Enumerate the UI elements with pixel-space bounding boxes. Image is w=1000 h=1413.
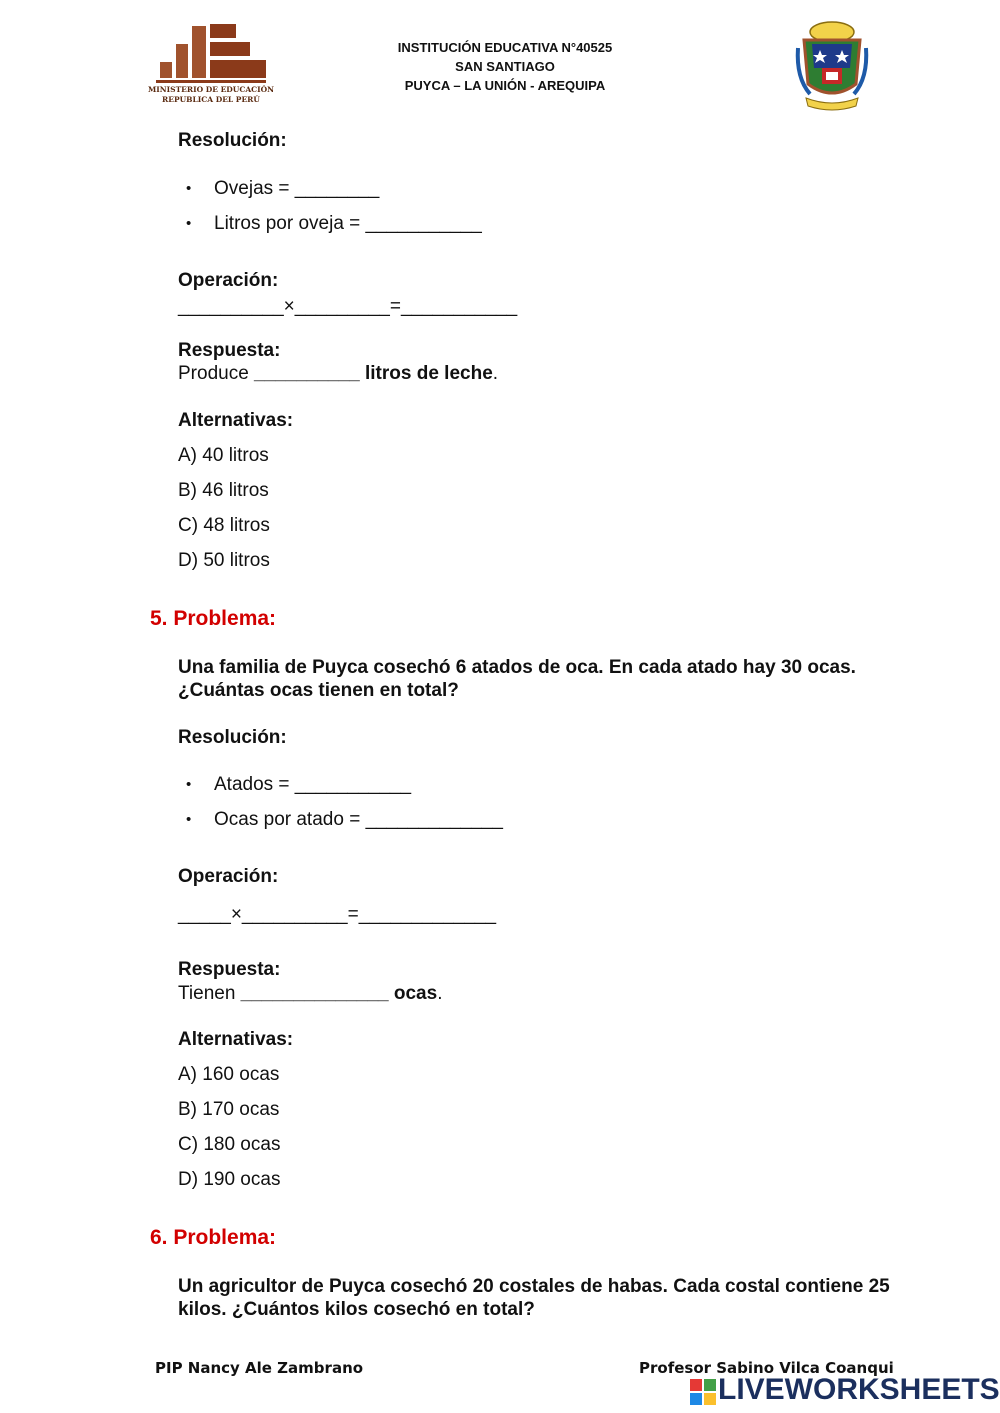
p4-option-d[interactable]: D) 50 litros (178, 550, 270, 571)
p5-answer-period: . (437, 983, 443, 1004)
p5-resolucion-label: Resolución: (178, 727, 287, 748)
p5-answer-unit: ocas (388, 983, 438, 1004)
p4-operacion-label: Operación: (178, 270, 279, 291)
p4-respuesta-label: Respuesta: (178, 340, 281, 361)
p5-answer-blank[interactable]: ______________ (240, 983, 389, 1004)
minedu-line2: REPUBLICA DEL PERÚ (162, 95, 260, 104)
p4-litros-field[interactable]: • Litros por oveja = ___________ (214, 212, 482, 235)
p5-operation-blanks[interactable]: _____×__________=_____________ (178, 904, 497, 925)
p5-title: 5. Problema: (150, 607, 277, 630)
p5-option-b[interactable]: B) 170 ocas (178, 1099, 280, 1120)
liveworksheets-watermark (690, 1373, 1000, 1407)
p5-ocas-field[interactable]: • Ocas por atado = _____________ (214, 808, 503, 831)
p4-option-c[interactable]: C) 48 litros (178, 515, 270, 536)
minedu-line1: MINISTERIO DE EDUCACIÓN (147, 85, 275, 94)
footer-right-author: Profesor Sabino Vilca Coanqui (639, 1359, 894, 1377)
p5-operacion-label: Operación: (178, 866, 279, 887)
school-name: INSTITUCIÓN EDUCATIVA N°40525 (397, 40, 613, 55)
p4-answer-unit: litros de leche (359, 363, 493, 384)
p4-answer-sentence (178, 362, 498, 385)
p5-question-line1: Una familia de Puyca cosechó 6 atados de oca. En cada atado hay 30 ocas. (178, 657, 856, 678)
p4-answer-period: . (492, 363, 499, 384)
p4-answer-prefix: Produce (178, 363, 255, 384)
p6-title: 6. Problema: (150, 1226, 277, 1249)
minedu-logo (147, 22, 275, 108)
p4-answer-blank[interactable]: __________ (254, 363, 360, 384)
p4-option-a[interactable]: A) 40 litros (178, 445, 269, 466)
p5-alternativas-label: Alternativas: (178, 1029, 294, 1050)
footer-left-author: PIP Nancy Ale Zambrano (155, 1359, 364, 1377)
p5-option-c[interactable]: C) 180 ocas (178, 1134, 281, 1155)
p5-answer-sentence (178, 982, 442, 1005)
liveworksheets-brand: LIVEWORKSHEETS (718, 1373, 1000, 1406)
p4-resolucion-label: Resolución: (178, 130, 287, 151)
p5-respuesta-label: Respuesta: (178, 959, 281, 980)
liveworksheets-logo-icon (690, 1379, 716, 1405)
p5-question-line2: ¿Cuántas ocas tienen en total? (178, 680, 459, 701)
p5-atados-field[interactable]: • Atados = ___________ (214, 773, 411, 796)
school-crest-icon (796, 18, 868, 112)
p4-alternativas-label: Alternativas: (178, 410, 294, 431)
p5-answer-prefix: Tienen (178, 983, 241, 1004)
p4-operation-blanks[interactable]: __________×_________=___________ (178, 296, 518, 317)
p6-question-line2: kilos. ¿Cuántos kilos cosechó en total? (178, 1299, 535, 1320)
p4-ovejas-field[interactable]: • Ovejas = ________ (214, 177, 379, 200)
p5-option-d[interactable]: D) 190 ocas (178, 1169, 281, 1190)
p5-option-a[interactable]: A) 160 ocas (178, 1064, 280, 1085)
p6-question-line1: Un agricultor de Puyca cosechó 20 costales de habas. Cada costal contiene 25 (178, 1276, 890, 1297)
p4-option-b[interactable]: B) 46 litros (178, 480, 269, 501)
school-subtitle: SAN SANTIAGO (455, 59, 555, 74)
school-location: PUYCA – LA UNIÓN - AREQUIPA (404, 78, 606, 93)
school-header (330, 38, 680, 95)
